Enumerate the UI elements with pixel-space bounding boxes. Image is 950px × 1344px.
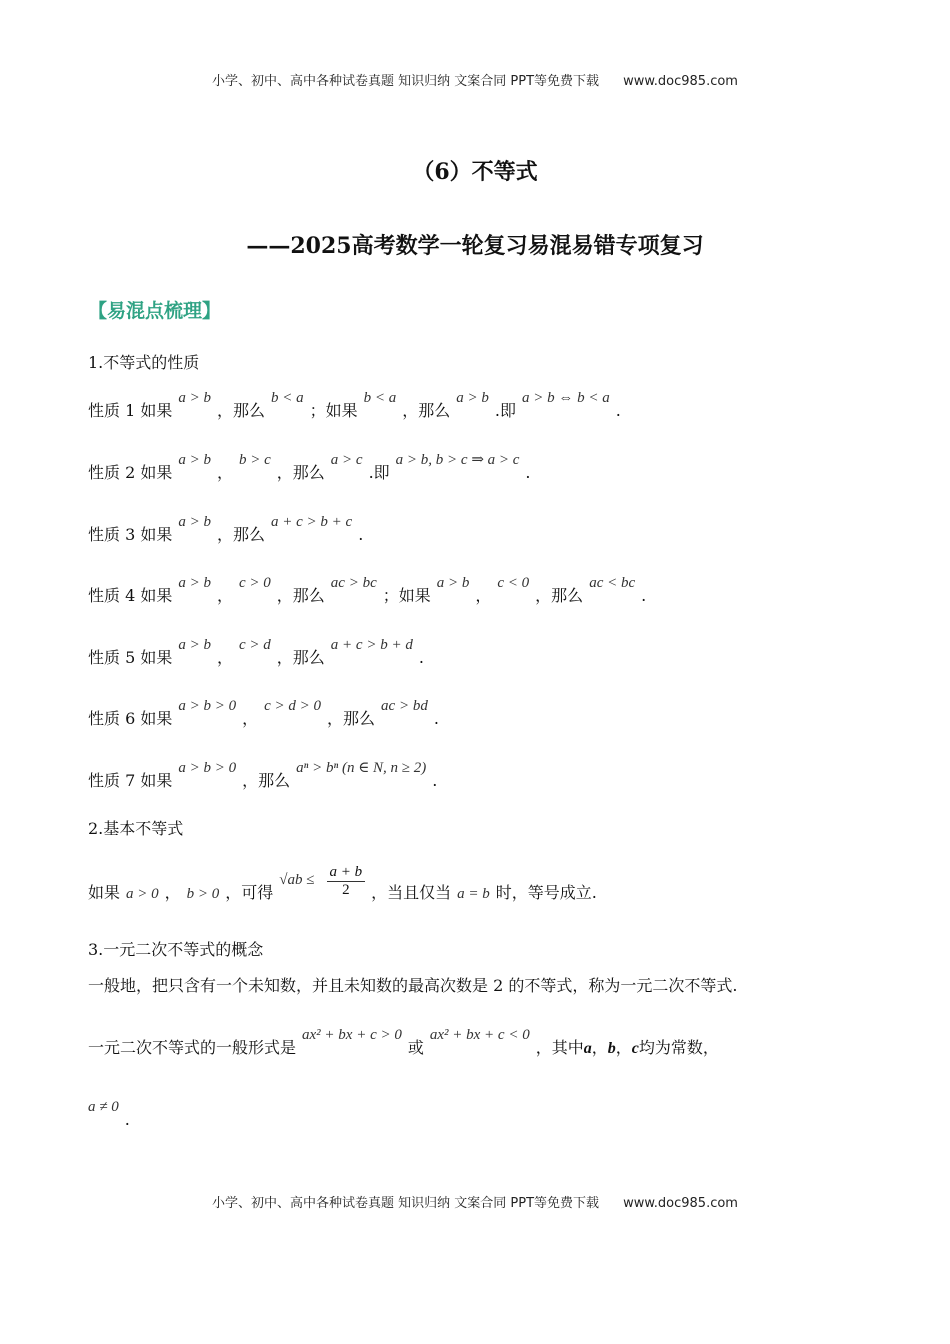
math: a > b <box>178 452 211 468</box>
math: a > b <box>178 514 211 530</box>
page-footer <box>0 1192 950 1211</box>
math: b < a <box>271 390 304 406</box>
math: a > b <box>178 575 211 591</box>
math: a = b <box>457 886 490 902</box>
math: ac > bc <box>330 575 377 591</box>
property-5: 性质 5 如果a > b，c > d，那么a + c > b + d. <box>88 637 424 667</box>
s3-heading: 3.一元二次不等式的概念 <box>88 940 264 959</box>
math: ax² + bx + c < 0 <box>429 1027 530 1043</box>
math: a > b <box>178 390 211 406</box>
document-title: （6）不等式 <box>412 159 538 185</box>
math: aⁿ > bⁿ (n ∈ N, n ≥ 2) <box>296 760 427 776</box>
s1-heading: 1.不等式的性质 <box>88 353 200 372</box>
math: a > b > 0 <box>178 698 237 714</box>
property-4: 性质 4 如果a > b，c > 0，那么ac > bc；如果a > b，c < 0，那么ac < bc. <box>88 575 647 605</box>
math: c > d <box>239 637 271 653</box>
math: c > 0 <box>239 575 271 591</box>
header-text: 小学、初中、高中各种试卷真题 知识归纳 文案合同 PPT等免费下载 <box>212 74 600 89</box>
math: √ab ≤ <box>279 872 315 888</box>
header-site[interactable]: www.doc985.com <box>623 74 738 89</box>
s3-paragraph-3: a ≠ 0. <box>88 1099 130 1129</box>
fraction: $\frac{a + b}{2}$ <box>327 864 366 899</box>
math: a > b <box>456 390 489 406</box>
math: b < a <box>363 390 397 406</box>
math: ac < bc <box>589 575 636 591</box>
math: a > b, b > c ⇒ a > c <box>395 452 520 468</box>
section-heading: 【易混点梳理】 <box>88 300 222 322</box>
math: ax² + bx + c > 0 <box>302 1027 402 1043</box>
property-2: 性质 2 如果a > b，b > c，那么a > c.即a > b, b > c ⇒ a > c. <box>88 452 531 482</box>
math: a > b <box>178 637 211 653</box>
document-subtitle: ——2025高考数学一轮复习易混易错专项复习 <box>246 233 704 259</box>
s3-paragraph-2: 一元二次不等式的一般形式是ax² + bx + c > 0或ax² + bx + c < 0，其中a，b，c均为常数， <box>88 1027 719 1057</box>
math: c > d > 0 <box>264 698 322 714</box>
math: b > 0 <box>186 886 220 902</box>
math: a > b ⇔ b < a <box>522 390 610 406</box>
footer-text: 小学、初中、高中各种试卷真题 知识归纳 文案合同 PPT等免费下载 <box>212 1196 600 1211</box>
math: a > b > 0 <box>178 760 237 776</box>
property-6: 性质 6 如果a > b > 0，c > d > 0，那么ac > bd. <box>88 698 439 728</box>
footer-site[interactable]: www.doc985.com <box>623 1196 738 1211</box>
math: c < 0 <box>497 575 530 591</box>
s3-paragraph-1: 一般地，把只含有一个未知数，并且未知数的最高次数是 2 的不等式，称为一元二次不等式. <box>88 976 738 995</box>
math: ac > bd <box>381 698 428 714</box>
s2-heading: 2.基本不等式 <box>88 819 184 838</box>
property-7: 性质 7 如果a > b > 0，那么aⁿ > bⁿ (n ∈ N, n ≥ 2). <box>88 760 438 790</box>
math: a ≠ 0 <box>88 1099 119 1115</box>
math: b > c <box>239 452 271 468</box>
math: a > b <box>436 575 470 591</box>
math: a > 0 <box>126 886 159 902</box>
math: a > c <box>330 452 363 468</box>
property-1: 性质 1 如果a > b，那么b < a；如果b < a，那么a > b.即a > b ⇔ b < a. <box>88 390 621 420</box>
math: a + c > b + d <box>330 637 413 653</box>
page-header <box>0 70 950 89</box>
basic-inequality: 如果 a > 0 ， b > 0 ，可得√ab ≤ $\frac{a + b}{2}$ ，当且仅当 a = b 时，等号成立. <box>88 864 597 902</box>
property-3: 性质 3 如果a > b，那么a + c > b + c. <box>88 514 364 544</box>
math: a + c > b + c <box>271 514 353 530</box>
